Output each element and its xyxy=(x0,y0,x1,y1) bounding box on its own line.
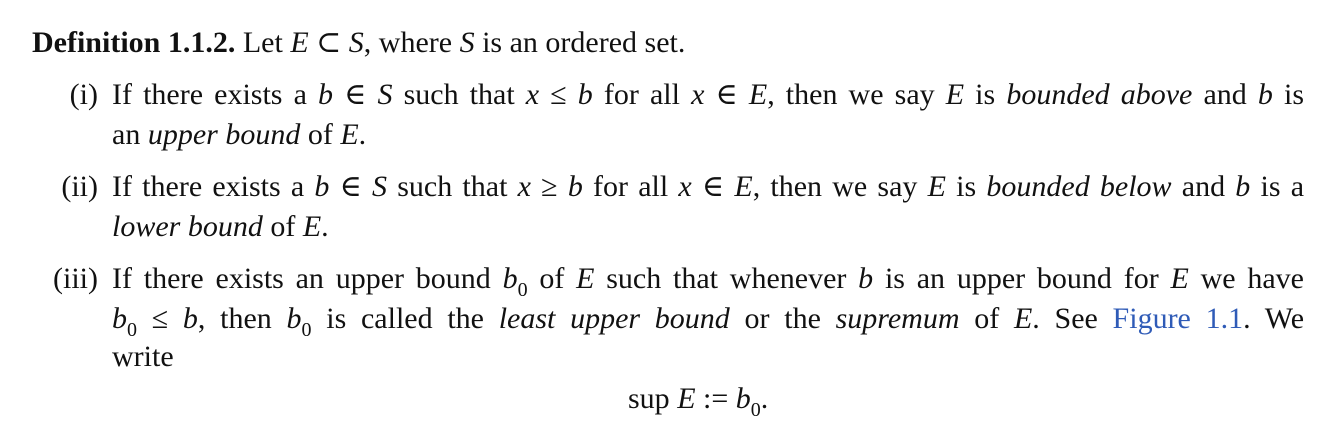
item-marker-ii: (ii) xyxy=(61,170,98,203)
item-iii-line-2: $b_0 \le b$, then $b_0$ is called the least upper bound or the supremum of E. See Figure 1.1. We xyxy=(112,302,1305,341)
term-lower-bound: lower bound xyxy=(112,210,263,243)
figure-link[interactable]: Figure 1.1 xyxy=(1112,302,1244,335)
term-bounded-below: bounded below xyxy=(986,170,1172,203)
item-marker-iii: (iii) xyxy=(53,262,98,295)
item-ii-line-2: lower bound of E. xyxy=(112,210,329,243)
item-i-line-2: an upper bound of E. xyxy=(112,118,367,151)
item-iii-line-3: write xyxy=(112,340,174,373)
term-supremum: supremum xyxy=(835,302,960,335)
term-upper-bound: upper bound xyxy=(147,118,301,151)
term-least-upper-bound: least upper bound xyxy=(498,302,730,335)
item-marker-i: (i) xyxy=(69,78,98,111)
definition-line: Definition 1.1.2. Let E ⊂ S, where S is an ordered set. xyxy=(32,26,686,59)
item-i-line-1: If there exists a b ∈ S such that x ≤ b for all x ∈ E, then we say E is bounded above and b is xyxy=(112,78,1305,111)
definition-label: Definition 1.1.2. xyxy=(32,26,236,59)
term-bounded-above: bounded above xyxy=(1006,78,1193,111)
display-equation: sup E := $b_0$. xyxy=(628,382,769,421)
item-iii-line-1: If there exists an upper bound $b_0$ of E such that whenever b is an upper bound for E we have xyxy=(112,262,1304,301)
item-ii-line-1: If there exists a b ∈ S such that x ≥ b for all x ∈ E, then we say E is bounded below and b is a xyxy=(112,170,1305,203)
